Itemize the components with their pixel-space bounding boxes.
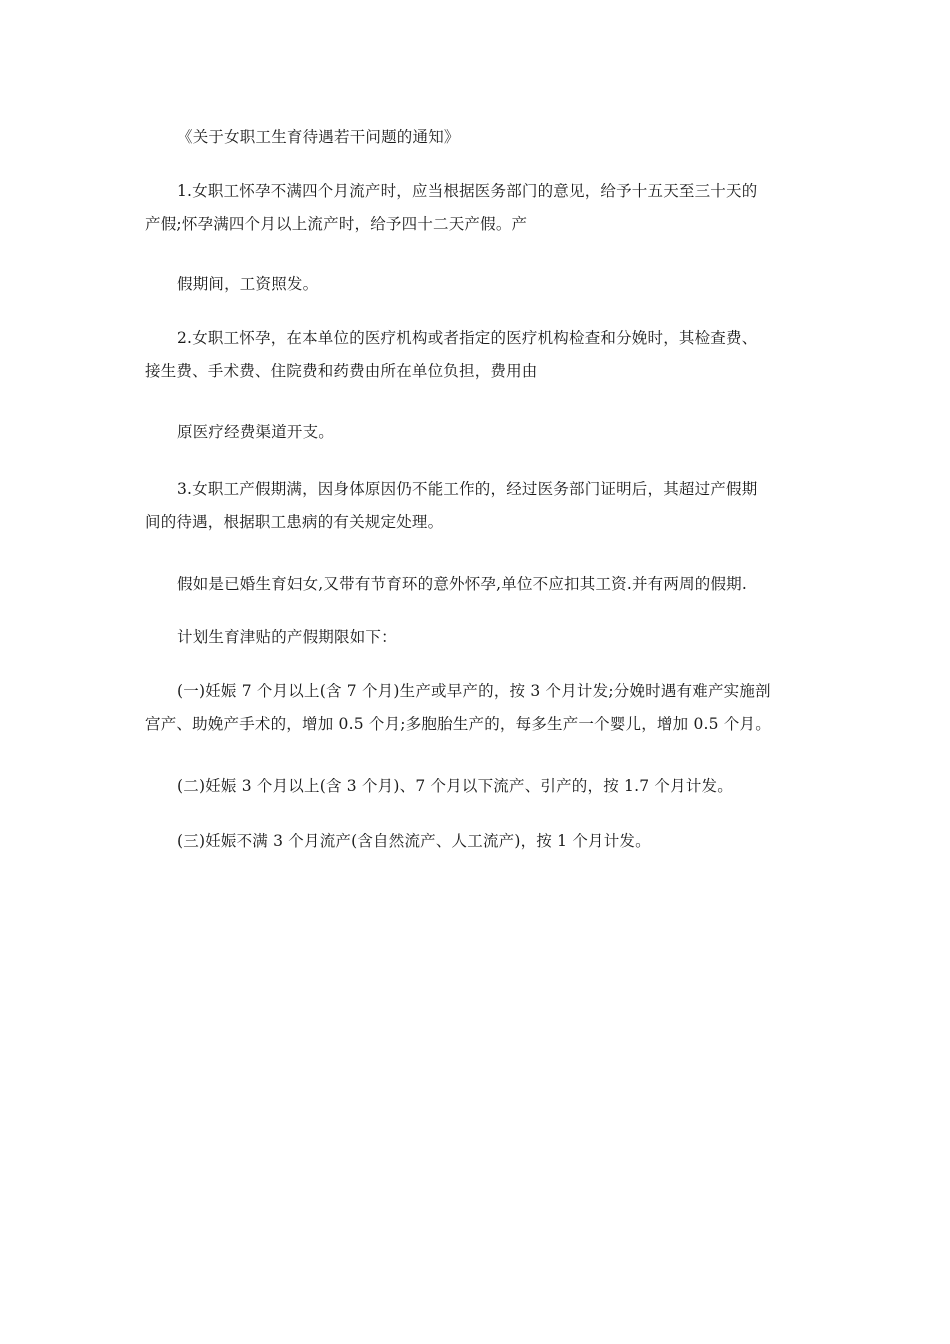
paragraph-2-continuation [145,416,810,449]
paragraph-5 [145,621,810,654]
list-item-1-line-1: (一)妊娠 7 个月以上(含 7 个月)生产或早产的，按 3 个月计发;分娩时遇有难产实施剖 [177,682,771,700]
list-item-1-line-2: 宫产、助娩产手术的，增加 0.5 个月;多胞胎生产的，每多生产一个婴儿，增加 0.5 个月。 [145,715,771,733]
title-text: 《关于女职工生育待遇若干问题的通知》 [177,128,460,146]
paragraph-3 [145,473,810,539]
list-item-3-text: (三)妊娠不满 3 个月流产(含自然流产、人工流产)，按 1 个月计发。 [177,832,651,850]
document-title [145,121,810,154]
paragraph-2 [145,322,810,388]
paragraph-2-line-1: 2.女职工怀孕，在本单位的医疗机构或者指定的医疗机构检查和分娩时，其检查费、 [177,329,758,347]
list-item-2-text: (二)妊娠 3 个月以上(含 3 个月)、7 个月以下流产、引产的，按 1.7 个月计发。 [177,777,733,795]
paragraph-1-line-2: 产假;怀孕满四个月以上流产时，给予四十二天产假。产 [145,215,528,233]
paragraph-3-line-1: 3.女职工产假期满，因身体原因仍不能工作的，经过医务部门证明后，其超过产假期 [177,480,758,498]
paragraph-4 [145,568,810,601]
list-item-2 [145,770,810,803]
paragraph-1 [145,175,810,241]
list-item-3 [145,825,810,858]
paragraph-1-continuation [145,268,810,301]
paragraph-3-line-2: 间的待遇，根据职工患病的有关规定处理。 [145,513,444,531]
paragraph-4-text: 假如是已婚生育妇女,又带有节育环的意外怀孕,单位不应扣其工资.并有两周的假期. [177,575,748,593]
paragraph-2-cont-text: 原医疗经费渠道开支。 [177,423,335,441]
paragraph-5-text: 计划生育津贴的产假期限如下： [177,628,397,646]
list-item-1 [145,675,810,741]
paragraph-1-cont-text: 假期间，工资照发。 [177,275,319,293]
paragraph-2-line-2: 接生费、手术费、住院费和药费由所在单位负担，费用由 [145,362,538,380]
paragraph-1-line-1: 1.女职工怀孕不满四个月流产时，应当根据医务部门的意见，给予十五天至三十天的 [177,182,758,200]
